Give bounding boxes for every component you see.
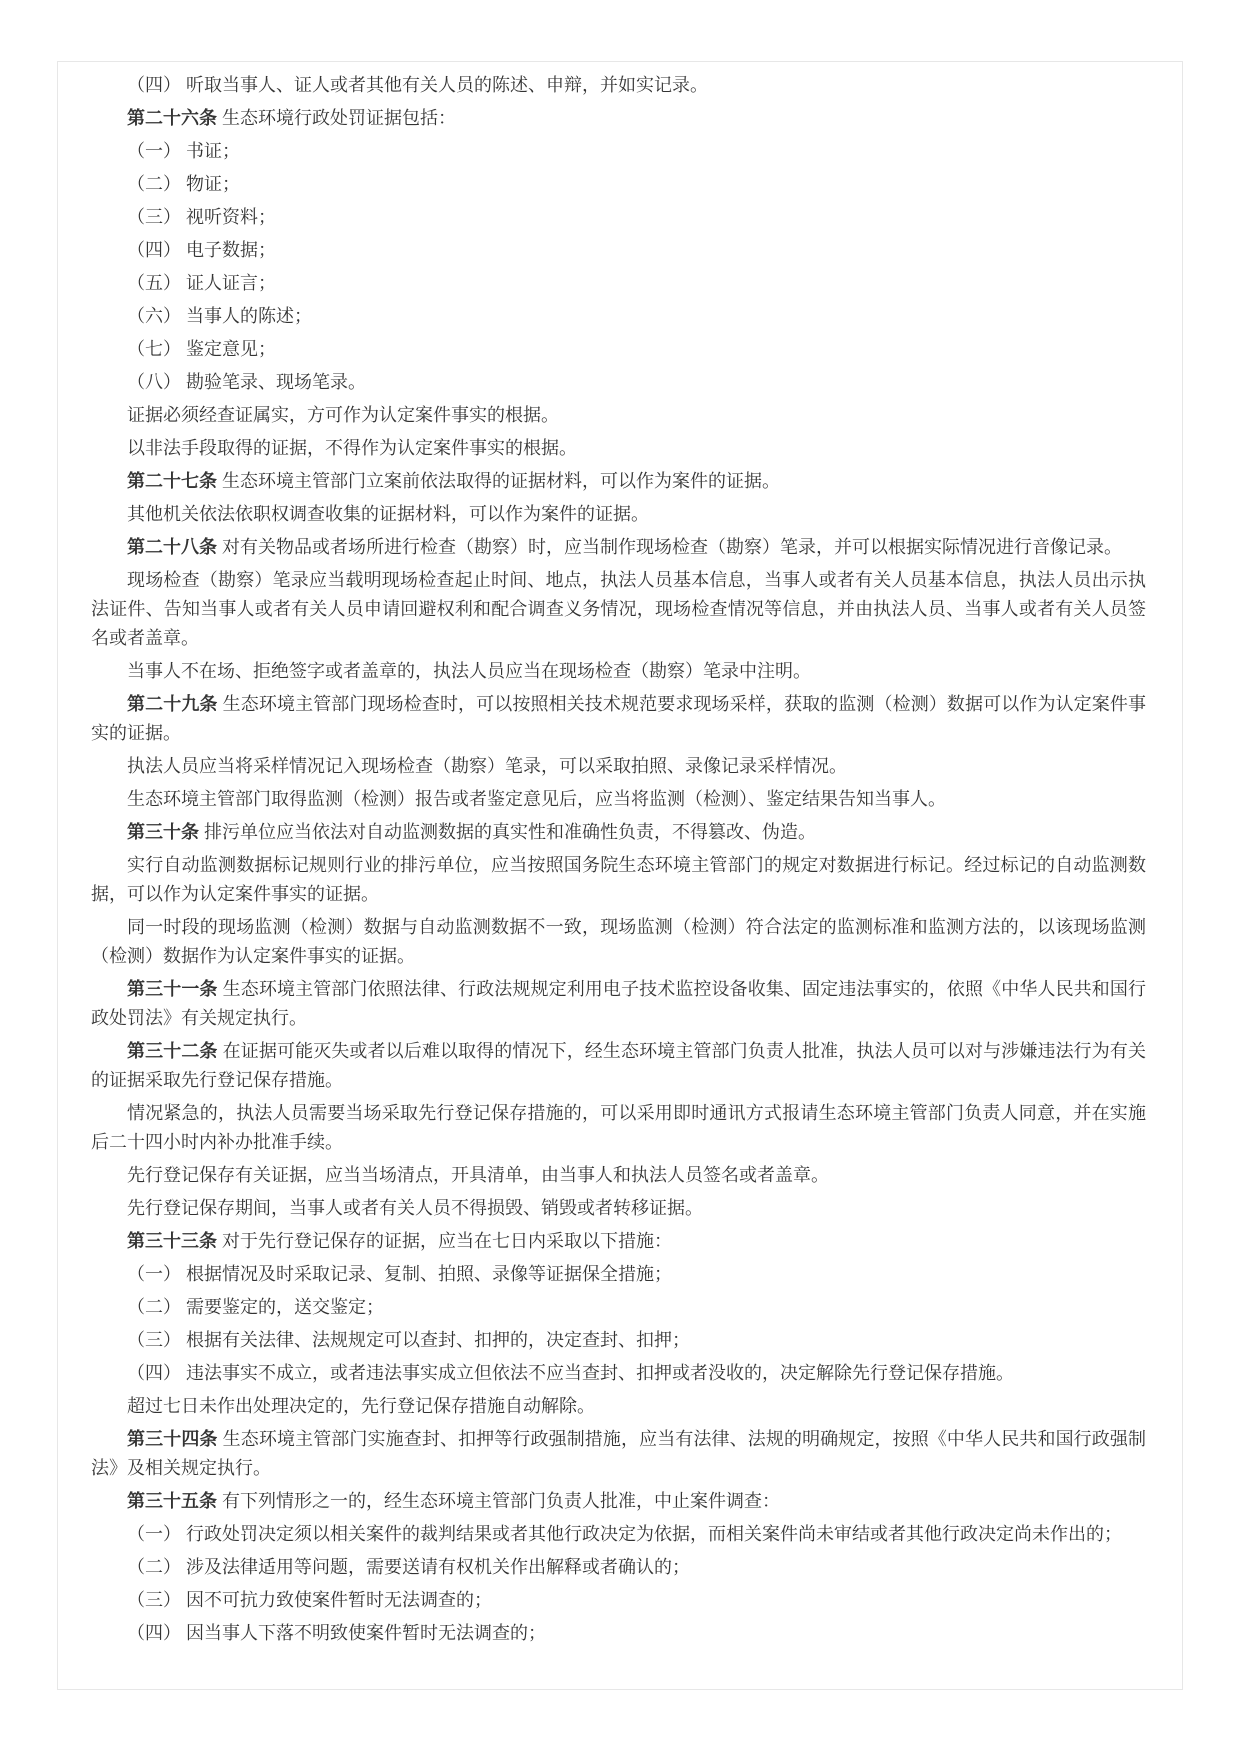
article-heading-paragraph: 第二十八条 对有关物品或者场所进行检查（勘察）时，应当制作现场检查（勘察）笔录，并可以根据实际情况进行音像记录。: [127, 537, 1122, 557]
list-item-paragraph: （六） 当事人的陈述；: [127, 306, 312, 326]
paragraph: 同一时段的现场监测（检测）数据与自动监测数据不一致，现场监测（检测）符合法定的监测标准和监测方法的，以该现场监测（检测）数据作为认定案件事实的证据。: [91, 917, 1146, 966]
article-number: 第二十七条: [127, 471, 217, 491]
list-item-paragraph: （五） 证人证言；: [127, 273, 277, 293]
paragraph: 其他机关依法依职权调查收集的证据材料，可以作为案件的证据。: [127, 504, 649, 524]
article-heading-paragraph: 第三十四条 生态环境主管部门实施查封、扣押等行政强制措施，应当有法律、法规的明确规定，按照《中华人民共和国行政强制法》及相关规定执行。: [91, 1429, 1147, 1478]
list-item-paragraph: （四） 因当事人下落不明致使案件暂时无法调查的；: [127, 1623, 546, 1643]
list-item-paragraph: （四） 电子数据；: [127, 240, 277, 260]
article-heading-paragraph: 第三十条 排污单位应当依法对自动监测数据的真实性和准确性负责，不得篡改、伪造。: [127, 822, 816, 842]
article-number: 第三十条: [127, 822, 199, 842]
paragraph: 当事人不在场、拒绝签字或者盖章的，执法人员应当在现场检查（勘察）笔录中注明。: [127, 661, 811, 681]
paragraph: 先行登记保存期间，当事人或者有关人员不得损毁、销毁或者转移证据。: [127, 1198, 703, 1218]
article-heading-paragraph: 第三十五条 有下列情形之一的，经生态环境主管部门负责人批准，中止案件调查：: [127, 1491, 780, 1511]
list-item-paragraph: （二） 物证；: [127, 174, 241, 194]
list-item-paragraph: （四） 听取当事人、证人或者其他有关人员的陈述、申辩，并如实记录。: [127, 75, 708, 95]
list-item-paragraph: （一） 书证；: [127, 141, 241, 161]
list-item-paragraph: （四） 违法事实不成立，或者违法事实成立但依法不应当查封、扣押或者没收的，决定解除先行登记保存措施。: [127, 1363, 1014, 1383]
list-item-paragraph: （二） 需要鉴定的，送交鉴定；: [127, 1297, 384, 1317]
list-item-paragraph: （三） 视听资料；: [127, 207, 277, 227]
list-item-paragraph: （七） 鉴定意见；: [127, 339, 277, 359]
paragraph: 证据必须经查证属实，方可作为认定案件事实的根据。: [127, 405, 559, 425]
article-heading-paragraph: 第二十六条 生态环境行政处罚证据包括：: [127, 108, 456, 128]
document-page-card: [57, 61, 1183, 1690]
paragraph: 以非法手段取得的证据，不得作为认定案件事实的根据。: [127, 438, 577, 458]
article-number: 第二十九条: [127, 694, 218, 714]
article-number: 第三十二条: [127, 1041, 218, 1061]
article-number: 第三十五条: [127, 1491, 217, 1511]
paragraph: 情况紧急的，执法人员需要当场采取先行登记保存措施的，可以采用即时通讯方式报请生态环境主管部门负责人同意，并在实施后二十四小时内补办批准手续。: [91, 1103, 1146, 1152]
list-item-paragraph: （一） 行政处罚决定须以相关案件的裁判结果或者其他行政决定为依据，而相关案件尚未审结或者其他行政决定尚未作出的；: [127, 1524, 1122, 1544]
article-heading-paragraph: 第二十七条 生态环境主管部门立案前依法取得的证据材料，可以作为案件的证据。: [127, 471, 780, 491]
paragraph: 现场检查（勘察）笔录应当载明现场检查起止时间、地点，执法人员基本信息，当事人或者有关人员基本信息，执法人员出示执法证件、告知当事人或者有关人员申请回避权利和配合调查义务情况，现场检查情况等信息，并由执法人员、当事人或者有关人员签名或者盖章。: [91, 570, 1146, 648]
paragraph: 超过七日未作出处理决定的，先行登记保存措施自动解除。: [127, 1396, 595, 1416]
paragraph: 实行自动监测数据标记规则行业的排污单位，应当按照国务院生态环境主管部门的规定对数据进行标记。经过标记的自动监测数据，可以作为认定案件事实的证据。: [91, 855, 1146, 904]
paragraph: 生态环境主管部门取得监测（检测）报告或者鉴定意见后，应当将监测（检测）、鉴定结果告知当事人。: [127, 789, 946, 809]
list-item-paragraph: （三） 根据有关法律、法规规定可以查封、扣押的，决定查封、扣押；: [127, 1330, 690, 1350]
article-heading-paragraph: 第三十二条 在证据可能灭失或者以后难以取得的情况下，经生态环境主管部门负责人批准，执法人员可以对与涉嫌违法行为有关的证据采取先行登记保存措施。: [91, 1041, 1147, 1090]
article-number: 第三十三条: [127, 1231, 217, 1251]
article-number: 第三十四条: [127, 1429, 218, 1449]
paragraph: 执法人员应当将采样情况记入现场检查（勘察）笔录，可以采取拍照、录像记录采样情况。: [127, 756, 847, 776]
article-heading-paragraph: 第三十三条 对于先行登记保存的证据，应当在七日内采取以下措施：: [127, 1231, 672, 1251]
paragraph: 先行登记保存有关证据，应当当场清点，开具清单，由当事人和执法人员签名或者盖章。: [127, 1165, 829, 1185]
list-item-paragraph: （一） 根据情况及时采取记录、复制、拍照、录像等证据保全措施；: [127, 1264, 672, 1284]
article-heading-paragraph: 第二十九条 生态环境主管部门现场检查时，可以按照相关技术规范要求现场采样，获取的监测（检测）数据可以作为认定案件事实的证据。: [91, 694, 1147, 743]
list-item-paragraph: （二） 涉及法律适用等问题，需要送请有权机关作出解释或者确认的；: [127, 1557, 690, 1577]
article-number: 第二十六条: [127, 108, 217, 128]
list-item-paragraph: （八） 勘验笔录、现场笔录。: [127, 372, 366, 392]
article-number: 第三十一条: [127, 979, 218, 999]
law-text-body: [91, 71, 1146, 1648]
article-heading-paragraph: 第三十一条 生态环境主管部门依照法律、行政法规规定利用电子技术监控设备收集、固定违法事实的，依照《中华人民共和国行政处罚法》有关规定执行。: [91, 979, 1147, 1028]
list-item-paragraph: （三） 因不可抗力致使案件暂时无法调查的；: [127, 1590, 492, 1610]
article-number: 第二十八条: [127, 537, 217, 557]
